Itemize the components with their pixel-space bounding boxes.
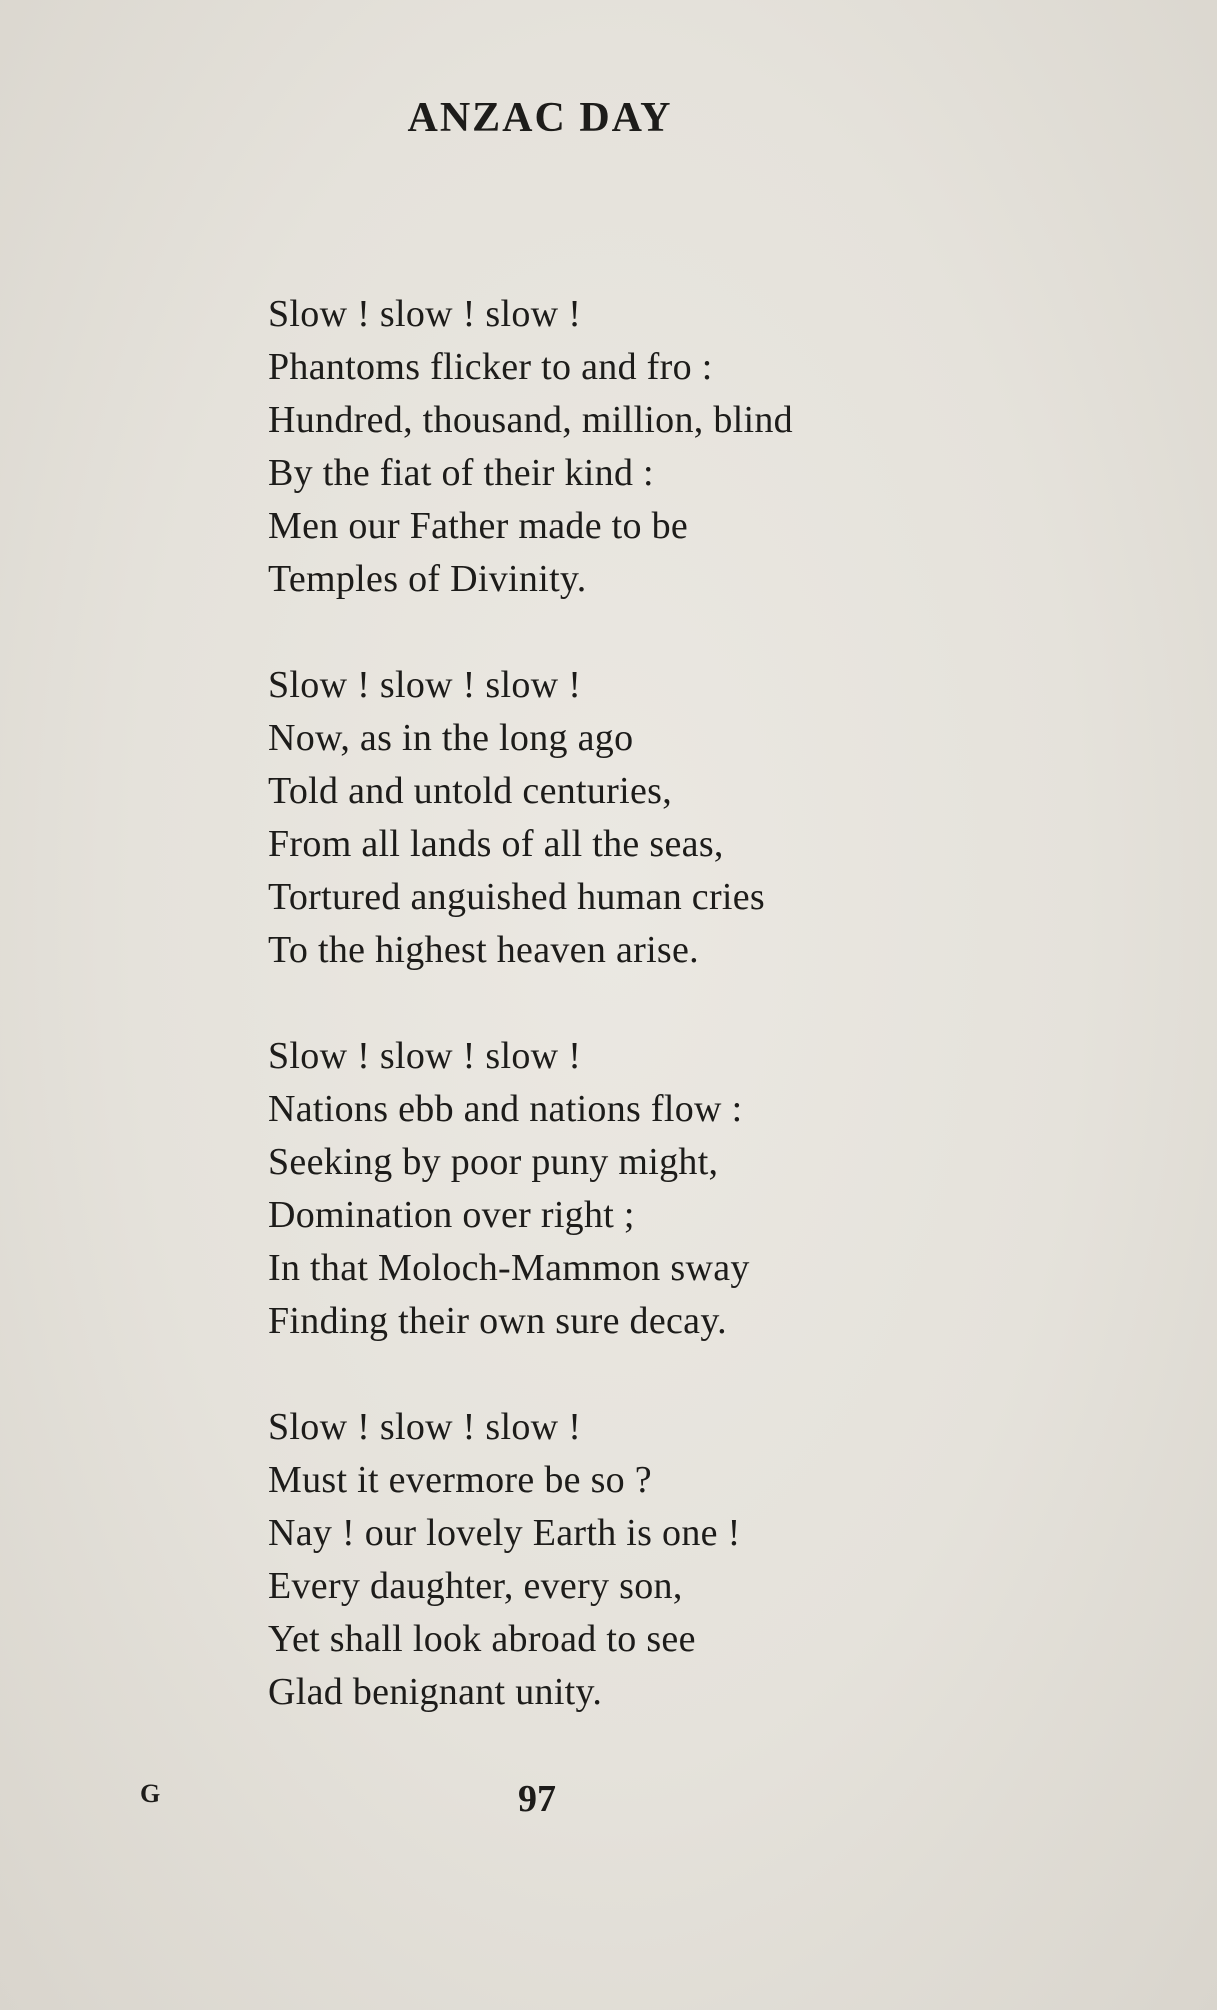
poem-line: Men our Father made to be [268, 505, 689, 547]
poem-line: To the highest heaven arise. [268, 929, 699, 971]
poem-line: Slow ! slow ! slow ! [268, 664, 582, 706]
stanza-4 [268, 1401, 988, 1719]
poem-line: Hundred, thousand, million, blind [268, 399, 793, 441]
poem-line: Temples of Divinity. [268, 558, 587, 600]
poem-line: Seeking by poor puny might, [268, 1141, 719, 1183]
poem-line: Must it evermore be so ? [268, 1459, 652, 1501]
poem-line: By the fiat of their kind : [268, 452, 654, 494]
poem-body [268, 288, 988, 1772]
poem-line: In that Moloch-Mammon sway [268, 1247, 750, 1289]
poem-title: ANZAC DAY [407, 95, 673, 141]
page-number: 97 [518, 1778, 556, 1820]
poem-line: From all lands of all the seas, [268, 823, 724, 865]
poem-line: Slow ! slow ! slow ! [268, 293, 582, 335]
poem-line: Finding their own sure decay. [268, 1300, 727, 1342]
poem-line: Yet shall look abroad to see [268, 1618, 696, 1660]
stanza-3 [268, 1030, 988, 1348]
poem-line: Glad benignant unity. [268, 1671, 603, 1713]
poem-line: Domination over right ; [268, 1194, 635, 1236]
signature-mark: G [140, 1779, 161, 1808]
stanza-1 [268, 288, 988, 606]
poem-line: Phantoms flicker to and fro : [268, 346, 713, 388]
poem-line: Tortured anguished human cries [268, 876, 766, 918]
poem-line: Now, as in the long ago [268, 717, 634, 759]
poem-line: Nations ebb and nations flow : [268, 1088, 743, 1130]
poem-line: Told and untold centuries, [268, 770, 673, 812]
stanza-2 [268, 659, 988, 977]
poem-line: Slow ! slow ! slow ! [268, 1406, 582, 1448]
poem-line: Nay ! our lovely Earth is one ! [268, 1512, 741, 1554]
poem-line: Slow ! slow ! slow ! [268, 1035, 582, 1077]
poem-line: Every daughter, every son, [268, 1565, 683, 1607]
